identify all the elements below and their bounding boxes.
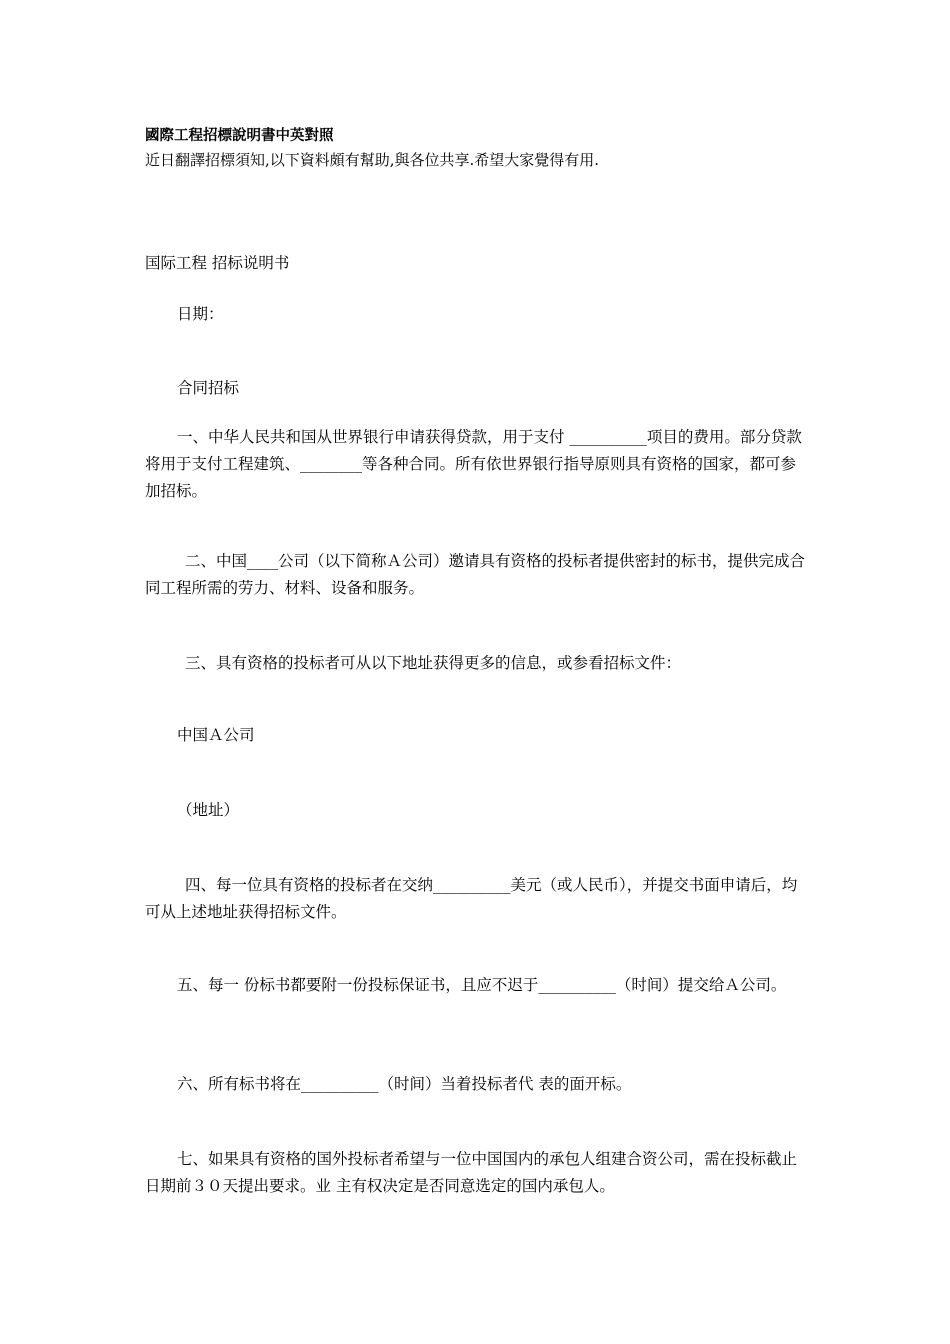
paragraph-1: 一、中华人民共和国从世界银行申请获得贷款，用于支付 __________项目的费用。部分贷款将用于支付工程建筑、________等各种合同。所有依世界银行指导原则具有资格的国家，都可参加招标。 <box>145 428 802 500</box>
paragraph-7: 七、如果具有资格的国外投标者希望与一位中国国内的承包人组建合资公司，需在投标截止日期前３０天提出要求。业 主有权决定是否同意选定的国内承包人。 <box>145 1150 798 1195</box>
document-title: 國際工程招標說明書中英對照 <box>145 128 334 144</box>
section-title: 合同招标 <box>177 379 240 397</box>
intro-text: 近日翻譯招標須知,以下資料頗有幫助,與各位共享.希望大家覺得有用. <box>145 151 600 169</box>
paragraph-5: 五、每一 份标书都要附一份投标保证书，且应不迟于__________（时间）提交给Ａ公司。 <box>177 976 787 994</box>
paragraph-3: 三、具有资格的投标者可从以下地址获得更多的信息，或参看招标文件： <box>185 654 682 672</box>
paragraph-4: 四、每一位具有资格的投标者在交纳__________美元（或人民币），并提交书面申请后，均可从上述地址获得招标文件。 <box>145 876 798 921</box>
paragraph-2: 二、中国____公司（以下简称Ａ公司）邀请具有资格的投标者提供密封的标书，提供完成合同工程所需的劳力、材料、设备和服务。 <box>145 552 806 597</box>
company-name: 中国Ａ公司 <box>177 726 255 744</box>
address-placeholder: （地址） <box>177 801 240 819</box>
paragraph-6: 六、所有标书将在__________（时间）当着投标者代 表的面开标。 <box>177 1075 632 1093</box>
document-heading: 国际工程 招标说明书 <box>145 254 290 272</box>
date-label: 日期： <box>177 305 224 323</box>
